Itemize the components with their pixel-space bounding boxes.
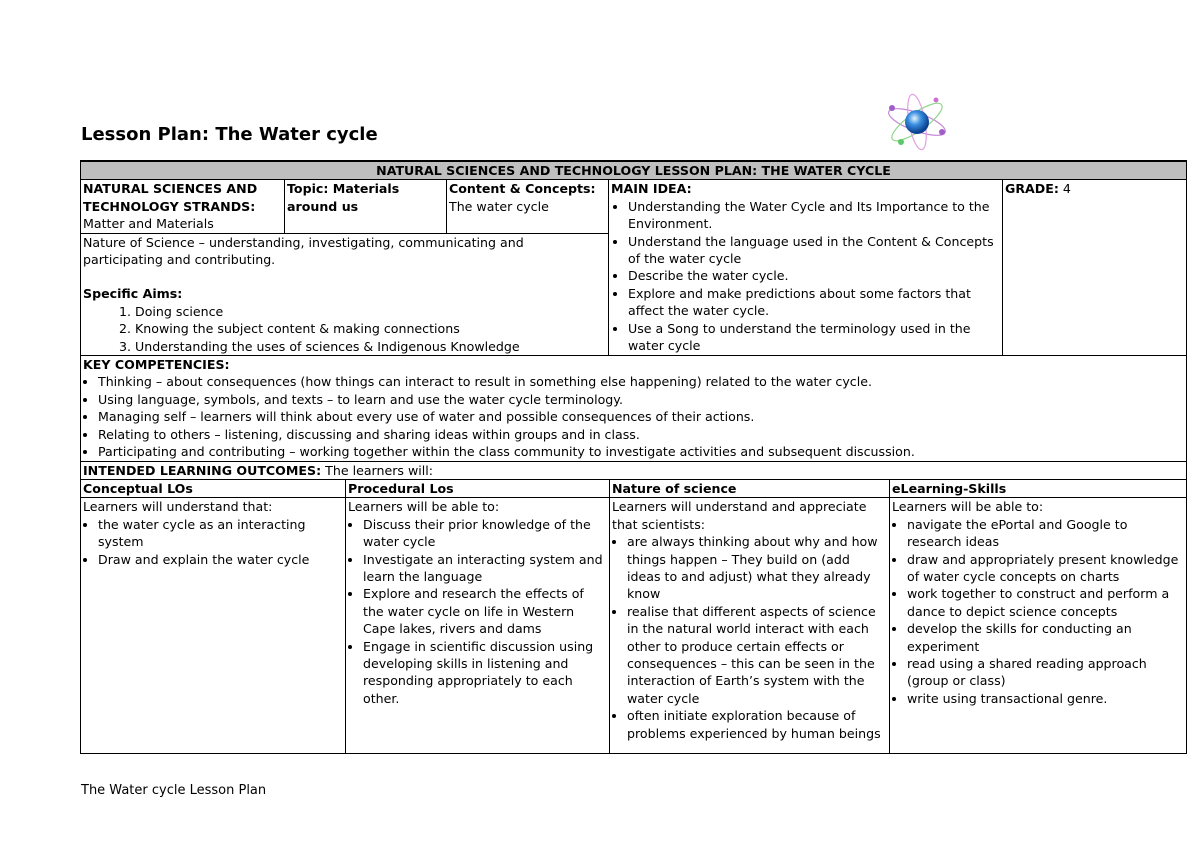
ilo-text: The learners will:: [321, 462, 434, 478]
nature-item: • realise that different aspects of science in the natural world interact with each other to produce certain effects or consequences – this can be seen in the interaction of Earth’s system with the water cycle: [627, 603, 887, 707]
procedural-item: • Discuss their prior knowledge of the water cycle: [363, 516, 607, 551]
elearning-item: • read using a shared reading approach (group or class): [907, 655, 1184, 690]
nature-item: • are always thinking about why and how things happen – They build on (add ideas to and adjust) what they already know: [627, 533, 887, 603]
conceptual-header: Conceptual LOs: [81, 480, 346, 498]
procedural-item: • Investigate an interacting system and learn the language: [363, 551, 607, 586]
key-competency: • Participating and contributing – working together within the class community to investigate activities and subsequent discussion.: [98, 443, 1184, 460]
strands-label: NATURAL SCIENCES AND TECHNOLOGY STRANDS:: [83, 181, 258, 214]
grade-label: GRADE:: [1005, 181, 1059, 197]
main-idea-item: • Explore and make predictions about some factors that affect the water cycle.: [628, 285, 1000, 320]
nature-item: • often initiate exploration because of problems experienced by human beings: [627, 707, 887, 742]
specific-aim: 3. Understanding the uses of sciences & Indigenous Knowledge: [135, 338, 606, 355]
elearning-item: • write using transactional genre.: [907, 690, 1184, 707]
key-competency: • Relating to others – listening, discussing and sharing ideas within groups and in class.: [98, 426, 1184, 443]
key-competencies-label: KEY COMPETENCIES:: [83, 357, 230, 373]
grade-cell: [1003, 180, 1187, 356]
conceptual-cell: [81, 498, 346, 754]
key-competency: • Thinking – about consequences (how things can interact to result in something else happening) related to the water cycle.: [98, 373, 1184, 390]
nature-intro: Learners will understand and appreciate that scientists:: [612, 499, 867, 532]
ilo-label: INTENDED LEARNING OUTCOMES:: [83, 462, 322, 478]
conceptual-intro: Learners will understand that:: [83, 499, 273, 515]
main-idea-item: • Describe the water cycle.: [628, 267, 1000, 284]
topic-cell: Topic: Materials around us: [285, 180, 447, 233]
conceptual-item: • Draw and explain the water cycle: [98, 551, 343, 568]
procedural-intro: Learners will be able to:: [348, 499, 500, 515]
specific-aim: 1. Doing science: [135, 303, 606, 320]
main-idea-label: MAIN IDEA:: [611, 181, 692, 197]
table-banner: NATURAL SCIENCES AND TECHNOLOGY LESSON PLAN: THE WATER CYCLE: [81, 161, 1187, 180]
content-value: The water cycle: [449, 198, 549, 214]
content-label: Content & Concepts:: [449, 181, 596, 197]
nature-cell: [610, 498, 890, 754]
key-competency: • Managing self – learners will think about every use of water and possible consequences of their actions.: [98, 408, 1184, 425]
elearning-header: eLearning-Skills: [890, 480, 1187, 498]
content-cell: [447, 180, 609, 233]
main-idea-item: • Use a Song to understand the terminology used in the water cycle: [628, 320, 1000, 355]
strands-value: Matter and Materials: [83, 216, 214, 232]
elearning-item: • navigate the ePortal and Google to research ideas: [907, 516, 1184, 551]
nature-header: Nature of science: [610, 480, 890, 498]
elearning-item: • draw and appropriately present knowledge of water cycle concepts on charts: [907, 551, 1184, 586]
procedural-cell: [346, 498, 610, 754]
specific-aims-label: Specific Aims:: [83, 286, 183, 302]
page-footer: The Water cycle Lesson Plan: [81, 783, 267, 798]
key-competencies-cell: [81, 356, 1187, 461]
key-competency: • Using language, symbols, and texts – to learn and use the water cycle terminology.: [98, 391, 1184, 408]
elearning-intro: Learners will be able to:: [892, 499, 1044, 515]
procedural-item: • Engage in scientific discussion using developing skills in listening and responding appropriately to each other.: [363, 638, 607, 708]
elearning-item: • develop the skills for conducting an experiment: [907, 620, 1184, 655]
specific-aim: 2. Knowing the subject content & making connections: [135, 320, 606, 337]
outcomes-table: [80, 479, 1187, 754]
page-title: Lesson Plan: The Water cycle: [81, 124, 378, 145]
strands-cell: [81, 180, 285, 233]
procedural-item: • Explore and research the effects of the water cycle on life in Western Cape lakes, rivers and dams: [363, 585, 607, 637]
main-idea-item: • Understand the language used in the Content & Concepts of the water cycle: [628, 233, 1000, 268]
nature-aims-cell: [81, 233, 609, 355]
elearning-item: • work together to construct and perform a dance to depict science concepts: [907, 585, 1184, 620]
atom-icon: [884, 92, 950, 152]
nature-of-science-text: Nature of Science – understanding, investigating, communicating and participating and contributing.: [83, 234, 524, 268]
main-idea-item: • Understanding the Water Cycle and Its Importance to the Environment.: [628, 198, 1000, 233]
elearning-cell: [890, 498, 1187, 754]
ilo-cell: [81, 461, 1187, 479]
procedural-header: Procedural Los: [346, 480, 610, 498]
lesson-plan-table: [80, 160, 1187, 480]
main-idea-cell: [609, 180, 1003, 356]
grade-value: 4: [1062, 181, 1071, 197]
conceptual-item: • the water cycle as an interacting system: [98, 516, 343, 551]
